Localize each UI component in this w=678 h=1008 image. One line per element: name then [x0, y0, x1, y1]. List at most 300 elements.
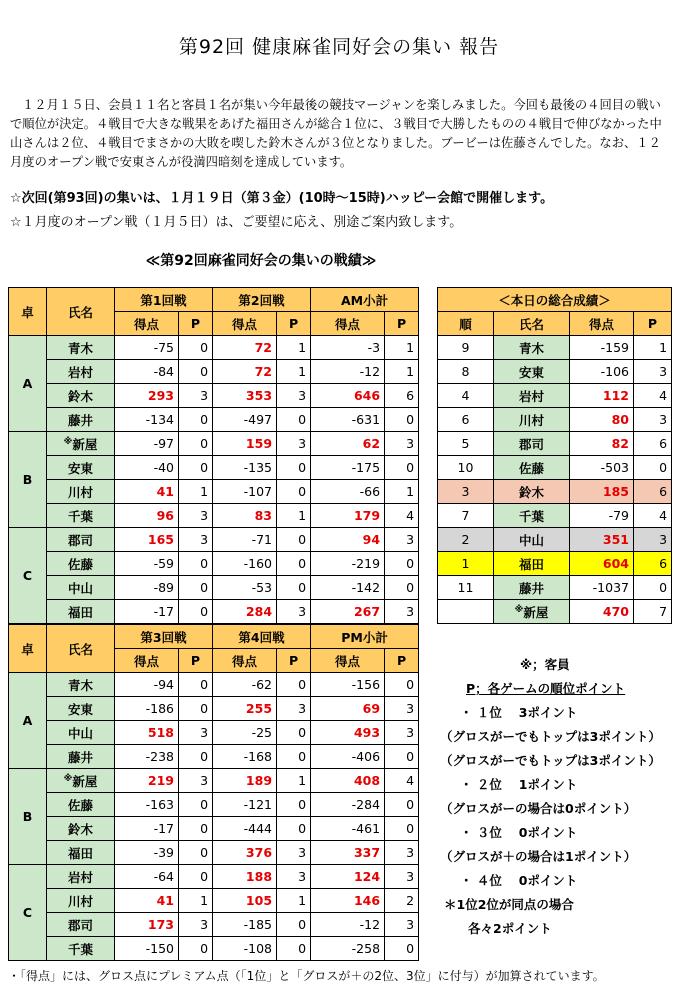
table-row [9, 336, 419, 360]
player-name-text: 藤井 [67, 749, 93, 765]
point-cell: 1 [277, 336, 311, 360]
point-cell: 0 [277, 673, 311, 697]
player-name [47, 865, 115, 889]
summary-row [438, 336, 672, 360]
rank-cell [438, 600, 494, 624]
guest-mark: ※ [63, 773, 73, 784]
point-cell: 0 [385, 576, 419, 600]
point-cell: 6 [634, 480, 672, 504]
score-cell: -497 [213, 408, 277, 432]
summary-row [438, 552, 672, 576]
guest-mark: ※ [514, 604, 524, 615]
game-header: 第1回戦 [115, 288, 213, 312]
score-cell: -97 [115, 432, 179, 456]
table-group-label: C [9, 865, 47, 961]
page-title: 第92回 健康麻雀同好会の集い 報告 [178, 36, 500, 58]
point-cell: 0 [385, 817, 419, 841]
player-name [47, 889, 115, 913]
point-cell: 0 [277, 576, 311, 600]
point-cell: 1 [179, 889, 213, 913]
game-header: PM小計 [311, 625, 419, 649]
score-cell: 267 [311, 600, 385, 624]
point-cell: 1 [634, 336, 672, 360]
point-cell: 3 [634, 528, 672, 552]
point-cell: 0 [179, 865, 213, 889]
player-name-text: 郡司 [67, 917, 93, 933]
point-cell: 0 [277, 817, 311, 841]
score-cell: 351 [570, 528, 634, 552]
table-row [9, 504, 419, 528]
rank-cell: 11 [438, 576, 494, 600]
score-cell: -159 [570, 336, 634, 360]
point-cell: 3 [385, 600, 419, 624]
point-cell: 1 [179, 480, 213, 504]
player-name [47, 697, 115, 721]
point-cell: 6 [385, 384, 419, 408]
player-name-text: 千葉 [518, 508, 544, 524]
table-row [9, 721, 419, 745]
point-cell: 0 [277, 480, 311, 504]
player-name [494, 576, 570, 600]
point-cell: 0 [179, 841, 213, 865]
point-cell: 0 [179, 576, 213, 600]
table-column-header: 卓 [9, 288, 47, 336]
point-cell: 0 [385, 937, 419, 961]
player-name [47, 480, 115, 504]
point-cell: 0 [277, 745, 311, 769]
point-cell: 0 [179, 793, 213, 817]
point-subheader: P [385, 312, 419, 336]
player-name-text: 藤井 [518, 580, 544, 596]
summary-header-p: P [634, 312, 672, 336]
score-cell: 293 [115, 384, 179, 408]
score-cell: -71 [213, 528, 277, 552]
point-cell: 6 [634, 552, 672, 576]
legend-line-5: （グロスがーの場合は0ポイント） [440, 801, 637, 816]
point-cell: 0 [179, 600, 213, 624]
summary-row [438, 384, 672, 408]
score-cell: 179 [311, 504, 385, 528]
score-cell: -17 [115, 600, 179, 624]
player-name [494, 360, 570, 384]
table-group-label: B [9, 769, 47, 865]
player-name [47, 913, 115, 937]
score-cell: -75 [115, 336, 179, 360]
score-cell: -89 [115, 576, 179, 600]
score-cell: 219 [115, 769, 179, 793]
summary-row [438, 432, 672, 456]
player-name [47, 504, 115, 528]
rank-cell: 10 [438, 456, 494, 480]
table-row [9, 697, 419, 721]
player-name-text: 中山 [518, 532, 544, 548]
point-cell: 0 [385, 745, 419, 769]
score-cell: 376 [213, 841, 277, 865]
player-name [47, 600, 115, 624]
table-group-label: C [9, 528, 47, 624]
player-name-text: 川村 [518, 412, 544, 428]
score-cell: 185 [570, 480, 634, 504]
open-game-notice: ☆１月度のオープン戦（１月５日）は、ご要望に応え、別途ご案内致します。 [10, 215, 463, 230]
legend-guest: ※；客員 [520, 657, 570, 672]
summary-header-score: 得点 [570, 312, 634, 336]
summary-row [438, 360, 672, 384]
footnote: ・「得点」には、グロス点にプレミアム点（「1位」と「グロスが＋の2位、3位」に付与）が加算されています。 [8, 969, 605, 983]
point-cell: 3 [277, 600, 311, 624]
game-header: 第3回戦 [115, 625, 213, 649]
game-header: AM小計 [311, 288, 419, 312]
player-name [494, 456, 570, 480]
point-cell: 0 [385, 673, 419, 697]
point-cell: 0 [179, 673, 213, 697]
player-name-text: 新屋 [523, 604, 549, 620]
point-cell: 3 [385, 841, 419, 865]
player-name [494, 384, 570, 408]
score-cell: 165 [115, 528, 179, 552]
player-name [47, 528, 115, 552]
next-meeting-notice: ☆次回(第93回)の集いは、１月１９日（第３金）(10時～15時)ハッピー会館で開催します。 [10, 191, 554, 206]
player-name [47, 576, 115, 600]
point-cell: 0 [179, 432, 213, 456]
point-cell: 4 [385, 504, 419, 528]
table-row [9, 889, 419, 913]
player-name-text: 郡司 [518, 436, 544, 452]
score-cell: -107 [213, 480, 277, 504]
table-row [9, 360, 419, 384]
point-cell: 0 [179, 456, 213, 480]
rank-cell: 1 [438, 552, 494, 576]
point-cell: 1 [277, 769, 311, 793]
score-cell: 408 [311, 769, 385, 793]
legend-line-1: ・ １位 3ポイント [460, 705, 578, 720]
summary-title: ＜本日の総合成績＞ [438, 288, 672, 312]
point-cell: 0 [277, 456, 311, 480]
score-cell: -185 [213, 913, 277, 937]
table-group-label: B [9, 432, 47, 528]
score-cell: -66 [311, 480, 385, 504]
score-cell: -461 [311, 817, 385, 841]
score-cell: -53 [213, 576, 277, 600]
player-name-text: 岩村 [67, 869, 93, 885]
point-cell: 0 [277, 552, 311, 576]
point-cell: 3 [385, 432, 419, 456]
score-cell: 94 [311, 528, 385, 552]
point-cell: 0 [385, 456, 419, 480]
score-cell: 518 [115, 721, 179, 745]
intro-paragraph: １２月１５日、会員１１名と客員１名が集い今年最後の競技マージャンを楽しみました。今回も最後の４回目の戦いで順位が決定。４戦目で大きな戦果をあげた福田さんが総合１位に、３戦目で大勝したものの４戦目で伸びなかった中山さんは２位、４戦目でまさかの大敗を喫した鈴木さんが３位となりました。ブービーは佐藤さんでした。なお、１２月度のオープン戦で安東さんが役満四暗刻を達成しています。 [10, 98, 662, 169]
rank-cell: 5 [438, 432, 494, 456]
player-name-text: 青木 [518, 340, 544, 356]
score-cell: 173 [115, 913, 179, 937]
player-name [47, 817, 115, 841]
score-cell: 41 [115, 889, 179, 913]
score-cell: 62 [311, 432, 385, 456]
point-cell: 0 [277, 721, 311, 745]
score-cell: 72 [213, 336, 277, 360]
game-header: 第2回戦 [213, 288, 311, 312]
am-results-table [8, 287, 419, 624]
player-name-text: 千葉 [67, 941, 93, 957]
player-name-text: 中山 [67, 580, 93, 596]
table-row [9, 384, 419, 408]
score-cell: 188 [213, 865, 277, 889]
point-cell: 4 [634, 384, 672, 408]
score-cell: -168 [213, 745, 277, 769]
score-cell: -108 [213, 937, 277, 961]
table-row [9, 673, 419, 697]
score-subheader: 得点 [213, 649, 277, 673]
table-row [9, 480, 419, 504]
point-subheader: P [385, 649, 419, 673]
player-name [494, 504, 570, 528]
table-group-label: A [9, 336, 47, 432]
summary-row [438, 480, 672, 504]
score-cell: -25 [213, 721, 277, 745]
score-cell: -121 [213, 793, 277, 817]
score-cell: 284 [213, 600, 277, 624]
table-row [9, 528, 419, 552]
score-cell: -258 [311, 937, 385, 961]
legend-line-6: ・ ３位 0ポイント [460, 825, 578, 840]
point-subheader: P [277, 649, 311, 673]
pm-results-table [8, 624, 419, 961]
point-cell: 3 [277, 384, 311, 408]
score-cell: 80 [570, 408, 634, 432]
table-row [9, 793, 419, 817]
player-name-text: 藤井 [67, 412, 93, 428]
player-name-text: 新屋 [72, 773, 98, 789]
point-cell: 0 [385, 793, 419, 817]
name-column-header: 氏名 [47, 625, 115, 673]
point-cell: 0 [277, 937, 311, 961]
results-title: ≪第92回麻雀同好会の集いの戦績≫ [145, 253, 377, 269]
table-row [9, 456, 419, 480]
score-cell: -238 [115, 745, 179, 769]
summary-table [437, 287, 672, 624]
player-name [494, 600, 570, 624]
rank-cell: 4 [438, 384, 494, 408]
legend-line-2: （グロスがーでもトップは3ポイント） [440, 729, 661, 744]
score-cell: 82 [570, 432, 634, 456]
game-header: 第4回戦 [213, 625, 311, 649]
player-name [494, 408, 570, 432]
legend-line-3: （グロスがーでもトップは3ポイント） [440, 753, 661, 768]
player-name-text: 青木 [67, 677, 93, 693]
rank-cell: 7 [438, 504, 494, 528]
player-name [47, 336, 115, 360]
point-cell: 7 [634, 600, 672, 624]
table-row [9, 408, 419, 432]
point-cell: 0 [634, 456, 672, 480]
score-cell: -17 [115, 817, 179, 841]
score-cell: 124 [311, 865, 385, 889]
player-name-text: 安東 [518, 364, 544, 380]
score-cell: -135 [213, 456, 277, 480]
legend-line-8: ・ ４位 0ポイント [460, 873, 578, 888]
score-cell: -40 [115, 456, 179, 480]
score-cell: -175 [311, 456, 385, 480]
point-cell: 3 [179, 504, 213, 528]
point-cell: 3 [634, 408, 672, 432]
score-cell: 105 [213, 889, 277, 913]
point-cell: 3 [385, 697, 419, 721]
player-name-text: 川村 [67, 893, 93, 909]
score-cell: 189 [213, 769, 277, 793]
player-name [47, 384, 115, 408]
rank-cell: 8 [438, 360, 494, 384]
player-name [47, 793, 115, 817]
score-cell: -134 [115, 408, 179, 432]
player-name-text: 岩村 [67, 364, 93, 380]
player-name-text: 川村 [67, 484, 93, 500]
legend-line-9: ＊1位2位が同点の場合 [444, 897, 574, 912]
rank-cell: 2 [438, 528, 494, 552]
player-name-text: 福田 [518, 556, 544, 572]
player-name-text: 鈴木 [518, 484, 544, 500]
player-name-text: 佐藤 [67, 556, 93, 572]
table-row [9, 865, 419, 889]
legend-line-10: 各々2ポイント [468, 921, 552, 936]
point-cell: 3 [277, 697, 311, 721]
table-row [9, 817, 419, 841]
point-cell: 3 [277, 865, 311, 889]
point-cell: 0 [634, 576, 672, 600]
summary-row [438, 456, 672, 480]
summary-row [438, 408, 672, 432]
player-name-text: 鈴木 [67, 821, 93, 837]
score-cell: -59 [115, 552, 179, 576]
legend-p-title: P；各ゲームの順位ポイント [466, 681, 626, 696]
player-name [47, 673, 115, 697]
point-cell: 1 [277, 889, 311, 913]
score-cell: 96 [115, 504, 179, 528]
score-cell: -64 [115, 865, 179, 889]
player-name-text: 郡司 [67, 532, 93, 548]
point-cell: 0 [179, 937, 213, 961]
score-cell: -284 [311, 793, 385, 817]
player-name [494, 336, 570, 360]
point-cell: 0 [277, 408, 311, 432]
table-row [9, 432, 419, 456]
point-cell: 4 [385, 769, 419, 793]
point-cell: 3 [634, 360, 672, 384]
table-row [9, 769, 419, 793]
score-cell: -39 [115, 841, 179, 865]
score-cell: 493 [311, 721, 385, 745]
table-group-label: A [9, 673, 47, 769]
player-name-text: 千葉 [67, 508, 93, 524]
score-cell: -631 [311, 408, 385, 432]
point-cell: 1 [385, 336, 419, 360]
score-cell: 353 [213, 384, 277, 408]
player-name-text: 福田 [67, 604, 93, 620]
player-name-text: 岩村 [518, 388, 544, 404]
point-cell: 2 [385, 889, 419, 913]
score-cell: 112 [570, 384, 634, 408]
score-cell: 159 [213, 432, 277, 456]
point-cell: 0 [179, 408, 213, 432]
point-cell: 0 [179, 817, 213, 841]
summary-row [438, 576, 672, 600]
point-cell: 3 [277, 841, 311, 865]
table-row [9, 576, 419, 600]
point-cell: 4 [634, 504, 672, 528]
point-cell: 3 [179, 528, 213, 552]
name-column-header: 氏名 [47, 288, 115, 336]
point-cell: 0 [179, 360, 213, 384]
point-cell: 1 [385, 360, 419, 384]
table-column-header: 卓 [9, 625, 47, 673]
legend-line-7: （グロスが＋の場合は1ポイント） [440, 849, 637, 864]
rank-cell: 6 [438, 408, 494, 432]
score-cell: 83 [213, 504, 277, 528]
point-cell: 0 [179, 697, 213, 721]
player-name-text: 福田 [67, 845, 93, 861]
point-cell: 0 [179, 552, 213, 576]
player-name [494, 432, 570, 456]
score-cell: 69 [311, 697, 385, 721]
player-name-text: 鈴木 [67, 388, 93, 404]
score-subheader: 得点 [115, 649, 179, 673]
point-cell: 0 [385, 408, 419, 432]
table-row [9, 552, 419, 576]
player-name [494, 552, 570, 576]
score-cell: -163 [115, 793, 179, 817]
player-name-text: 佐藤 [518, 460, 544, 476]
score-cell: -186 [115, 697, 179, 721]
point-cell: 1 [277, 360, 311, 384]
point-cell: 0 [385, 552, 419, 576]
point-cell: 3 [179, 769, 213, 793]
point-cell: 0 [277, 793, 311, 817]
table-row [9, 745, 419, 769]
player-name-text: 新屋 [72, 436, 98, 452]
score-cell: -150 [115, 937, 179, 961]
player-name-text: 安東 [67, 701, 93, 717]
player-name [47, 721, 115, 745]
player-name [47, 432, 115, 456]
summary-row [438, 600, 672, 624]
point-subheader: P [277, 312, 311, 336]
player-name [47, 552, 115, 576]
score-cell: 72 [213, 360, 277, 384]
legend-line-4: ・ ２位 1ポイント [460, 777, 578, 792]
player-name-text: 佐藤 [67, 797, 93, 813]
table-row [9, 937, 419, 961]
score-cell: -142 [311, 576, 385, 600]
score-cell: -160 [213, 552, 277, 576]
score-cell: -503 [570, 456, 634, 480]
point-cell: 3 [385, 528, 419, 552]
summary-header-name: 氏名 [494, 312, 570, 336]
score-cell: -1037 [570, 576, 634, 600]
score-cell: -12 [311, 360, 385, 384]
player-name [47, 841, 115, 865]
score-cell: -156 [311, 673, 385, 697]
score-cell: -84 [115, 360, 179, 384]
score-cell: 255 [213, 697, 277, 721]
score-cell: 337 [311, 841, 385, 865]
point-cell: 0 [179, 745, 213, 769]
point-subheader: P [179, 312, 213, 336]
score-cell: 146 [311, 889, 385, 913]
score-subheader: 得点 [311, 312, 385, 336]
score-cell: -62 [213, 673, 277, 697]
summary-header-rank: 順 [438, 312, 494, 336]
point-cell: 3 [179, 913, 213, 937]
table-row [9, 841, 419, 865]
point-subheader: P [179, 649, 213, 673]
